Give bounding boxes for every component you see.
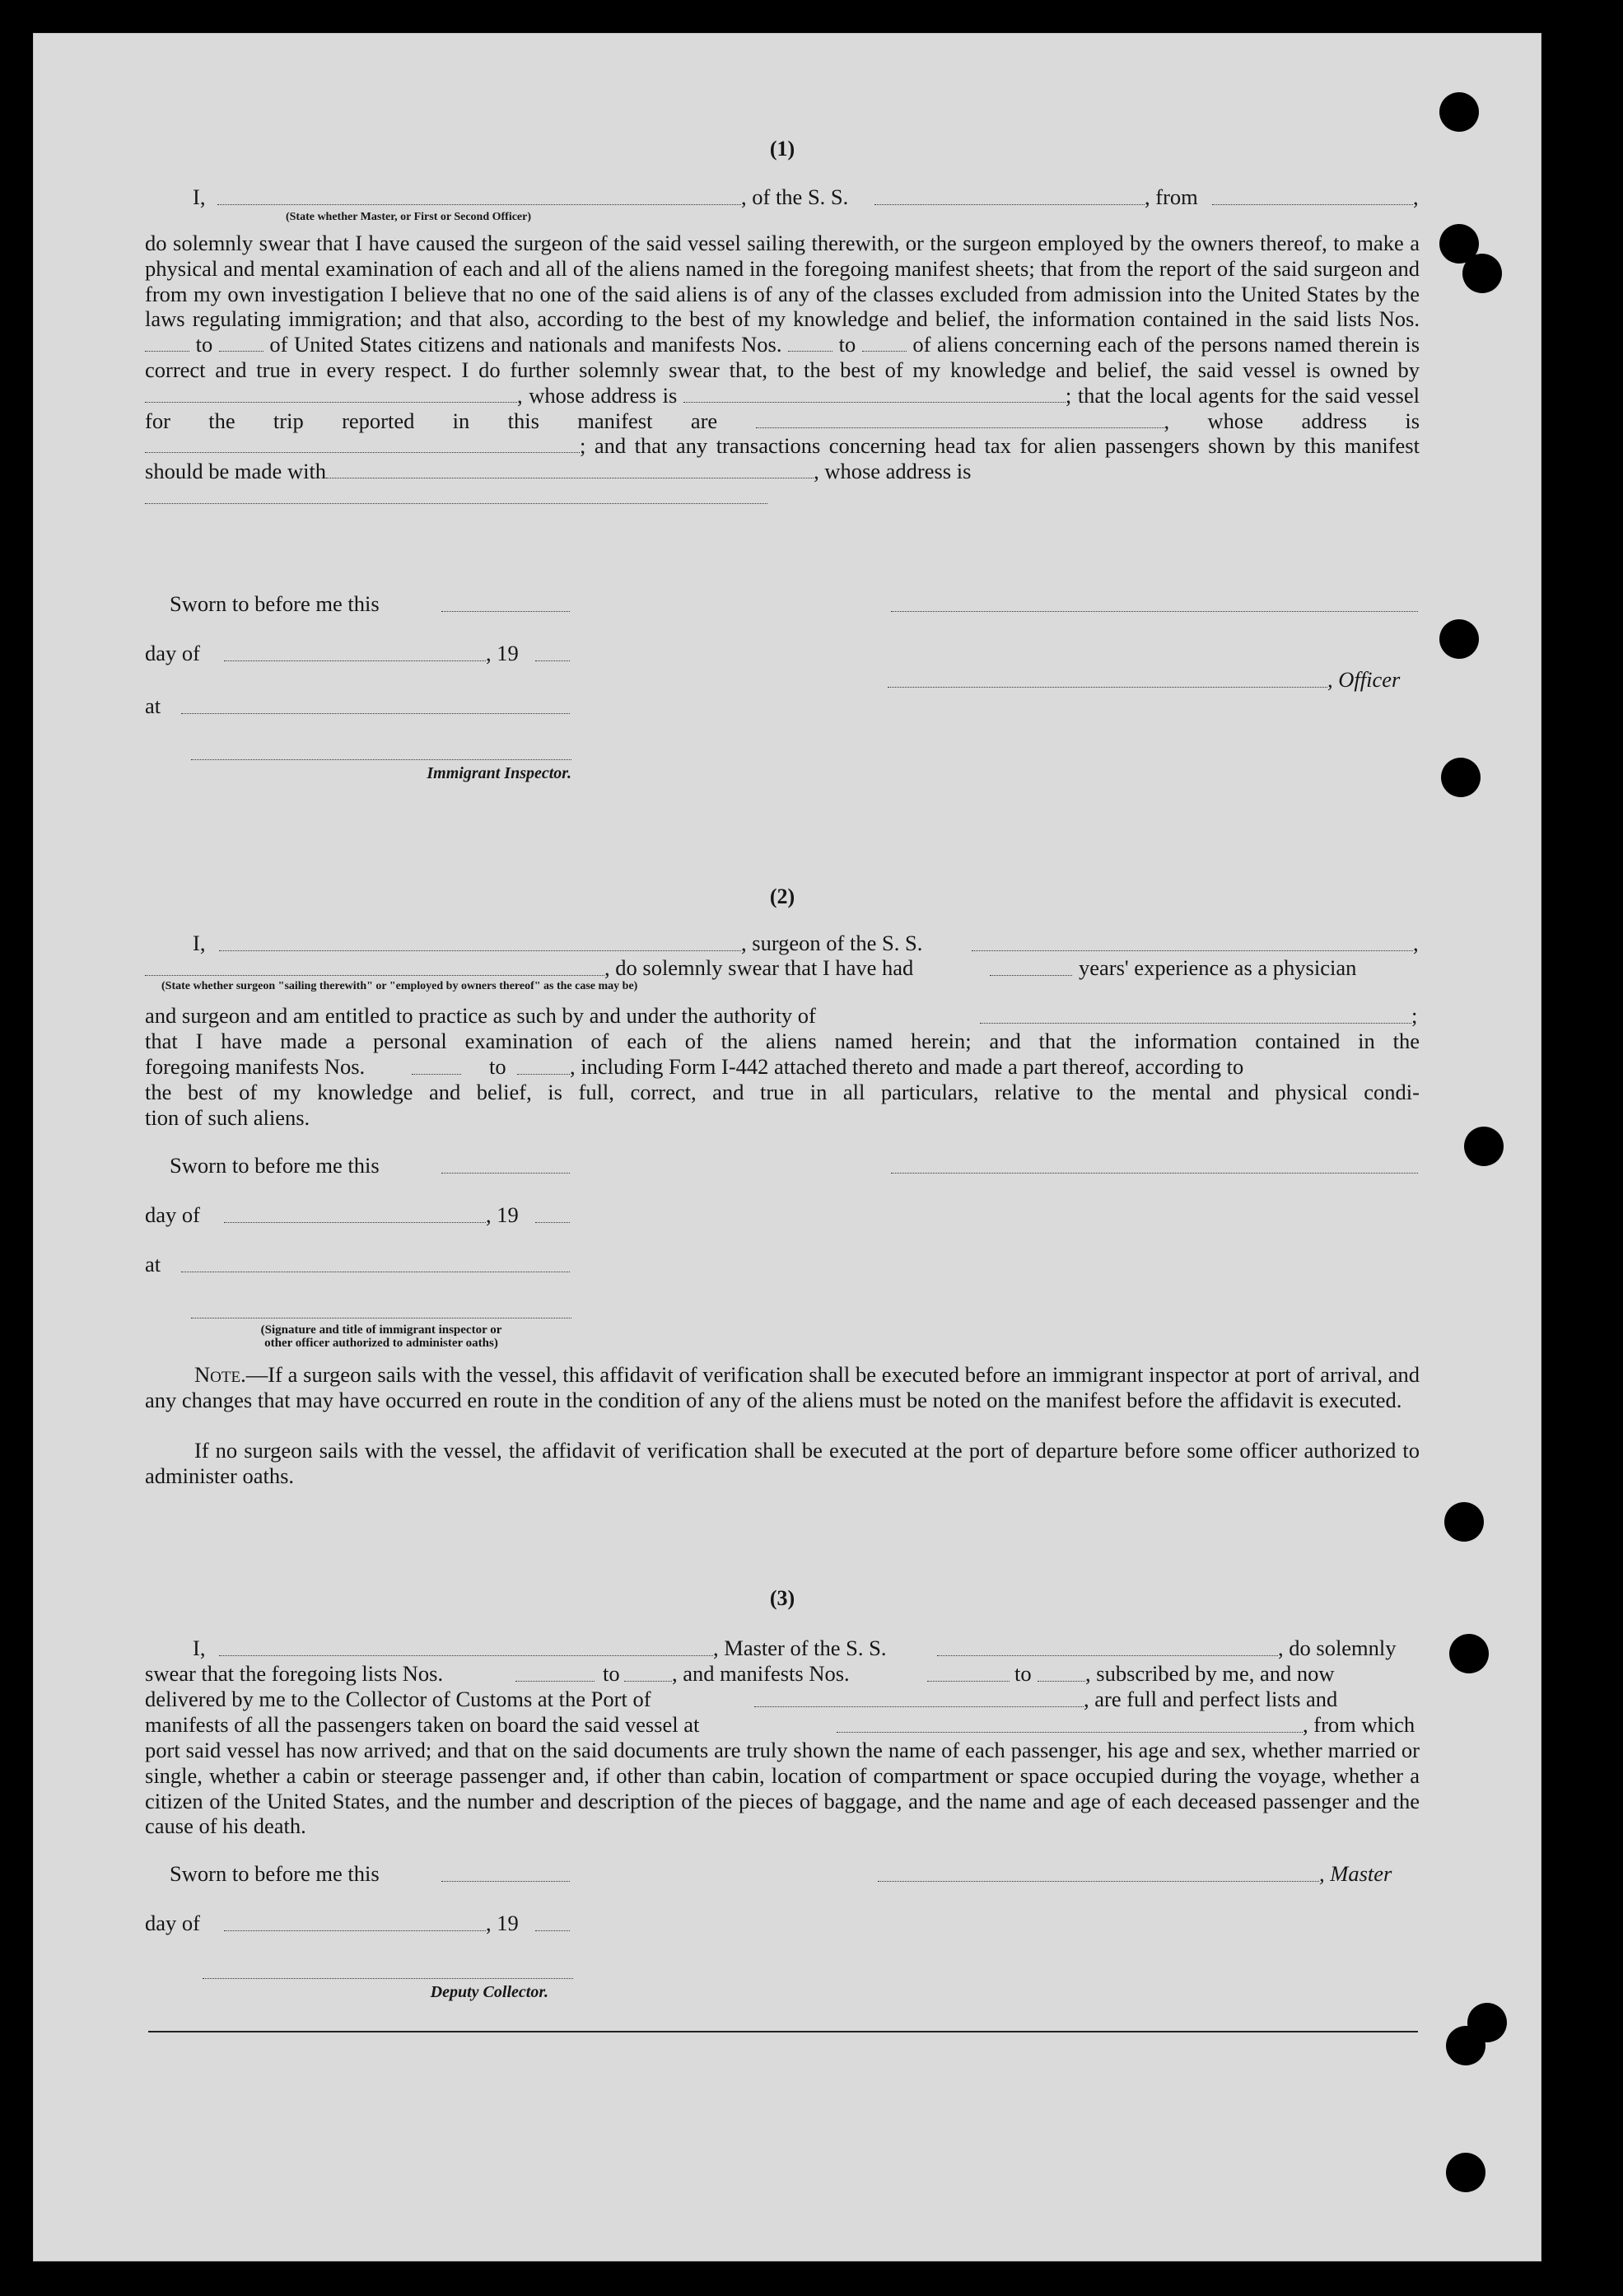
surgeon-status-field[interactable] xyxy=(145,960,604,976)
section-1-day-of: day of xyxy=(145,641,200,665)
section-1-text-g: , whose address is xyxy=(814,459,972,484)
section-3-solemnly: , do solemnly xyxy=(1278,1636,1397,1660)
collector-signature-line[interactable] xyxy=(203,1978,573,1979)
officer-rank-caption: (State whether Master, or First or Second Officer) xyxy=(285,211,532,223)
embarkation-port-field[interactable] xyxy=(837,1717,1303,1733)
section-1-text-c: of aliens concerning each of the persons named therein is correct and true in every respect. I do further solemnly swear that, to the best of my knowledge and belief, the said vessel is owned by xyxy=(145,332,1420,382)
form-page: (1) I, , of the S. S. , from , (State whether Master, or First or Second Officer) do solemnly swear that I have caused the surgeon of the said vessel sailing therewith, or the surgeon employed by the owners thereof, to make a physical and mental examination of each and all of the aliens named in the foregoing manifest sheets; that from the report of the said surgeon and from my own investigation I believe that no one of the said aliens is of any of the classes excluded from admission into the United States by the laws regulating immigration; and that also, according to the best of my knowledge and belief, the information contained in the said lists Nos. to of United States citizens and nationals and manifests Nos. to of aliens concerning each of the persons named therein is correct and true in every respect. I do further solemnly swear that, to the best of my knowledge and belief, the said vessel is owned by , whose address is ; that the local agents for the said vessel for the trip reported in this manifest are , whose address is ; and that any transactions concerning head tax for alien passengers shown by this manifest should be made with , whose address is Sworn to before me this day of , 19 , Officer at Immigrant Inspector. (2) I, , surgeon of the S. S. , , do solemnly swear that I have had years' experience as a physician (State whether surgeon "sailing therewith" or "employed by owners thereof" as the case may be) and surgeon and am entitled to practice as such by and under the authority of ; that I have made a personal examination of each of the aliens named herein; and that the information contained in the foregoing manifests Nos. to , including Form I-442 attached thereto and made a part thereof, according to the best of my knowledge and belief, is full, correct, and true in all particulars, relative to the mental and physical condi- tion of such aliens. Sworn to before me this day of , 19 at (Signature and title of immigrant inspector or other officer authorized to administer oaths) Note.—If a surgeon sails with the vessel, this affidavit of verification shall be executed before an immigrant inspector at port of arrival, and any changes that may have occurred en route in the condition of any of the aliens must be noted on the manifest before the affidavit is executed. If no surgeon sails with the vessel, the affidavit of verification shall be executed at the port of departure before some officer authorized to administer oaths. (3) I, , Master of the S. S. , do solemnly swear that the foregoing lists Nos. to , and manifests Nos. to , subscribed by me, and now delivered by me to the Collector of Customs at the Port of , are full and perfect lists and manifests of all the passengers taken on board the said vessel at , from which port said vessel has now arrived; and that on the said documents are truly shown the name of each passenger, his age and sex, whether married or single, whether a cabin or steerage passenger and, if other than cabin, location of compartment or space occupied during the voyage, whether a citizen of the United States, and the number and description of the pieces of baggage, and the name and age of each deceased passenger and the cause of his death. Sworn to before me this , Master day of , 19 Deputy Collector. xyxy=(33,33,1541,2261)
authority-field[interactable] xyxy=(980,1008,1411,1024)
section-3-manifests-to-field[interactable] xyxy=(1038,1666,1085,1682)
manifests-from-field[interactable] xyxy=(788,336,832,352)
section-2-belief-text: the best of my knowledge and belief, is full, correct, and true in all particulars, relative to the mental and physical condi- xyxy=(145,1080,1420,1104)
surgeon-status-caption: (State whether surgeon "sailing therewith" or "employed by owners thereof" as the case may be) xyxy=(161,980,638,992)
note-paragraph-2 xyxy=(145,1438,1420,1489)
section-2-year-field[interactable] xyxy=(535,1207,570,1223)
section-2-line-4 xyxy=(145,1029,1420,1054)
section-3-body-text: port said vessel has now arrived; and that on the said documents are truly shown the name of each passenger, his age and sex, whether married or single, whether a cabin or steerage passenger and, if other than cabin, location of compartment or space occupied during the voyage, whether a citizen of the United States, and the number and description of the pieces of baggage, and the name and age of each deceased passenger and the cause of his death. xyxy=(145,1738,1420,1839)
section-1-signature-line-top[interactable] xyxy=(891,611,1418,612)
punch-hole xyxy=(1446,2153,1485,2192)
section-2-day-of: day of xyxy=(145,1202,200,1227)
section-1-i: I, xyxy=(193,184,206,209)
bottom-rule xyxy=(148,2031,1418,2032)
section-2-at-field[interactable] xyxy=(181,1257,570,1272)
punch-hole xyxy=(1462,254,1502,293)
section-1-year: , 19 xyxy=(486,641,519,665)
head-tax-address-field[interactable] xyxy=(145,488,767,504)
section-2-number: (2) xyxy=(769,884,795,908)
punch-hole xyxy=(1449,1634,1489,1673)
section-2-vessel-field[interactable] xyxy=(972,936,1413,951)
section-3-lists-text: swear that the foregoing lists Nos. xyxy=(145,1661,444,1686)
section-1-text-f: ; and that any transactions concerning head tax for alien passengers shown by this manifest should be made with xyxy=(145,433,1420,484)
note-paragraph xyxy=(145,1362,1420,1413)
collector-port-field[interactable] xyxy=(754,1692,1084,1707)
punch-hole xyxy=(1439,92,1479,132)
section-2-examination-text: that I have made a personal examination of each of the aliens named herein; and that the information contained in the xyxy=(145,1029,1420,1053)
section-3-year: , 19 xyxy=(486,1911,519,1935)
head-tax-party-field[interactable] xyxy=(326,463,814,478)
section-3-perfect-text: , are full and perfect lists and xyxy=(1084,1687,1338,1711)
section-3-lists-from-field[interactable] xyxy=(515,1666,595,1682)
section-2-years: years' experience as a physician xyxy=(1079,955,1357,980)
section-2-sworn-date-field[interactable] xyxy=(441,1158,570,1174)
section-2-line-6 xyxy=(145,1080,1420,1105)
section-1-to-1: to xyxy=(195,332,213,357)
section-3-to-1: to xyxy=(603,1661,620,1686)
section-2-manifest-from-field[interactable] xyxy=(412,1059,461,1075)
section-2-surgeon-ss: , surgeon of the S. S. xyxy=(741,931,923,955)
section-2-swear: , do solemnly swear that I have had xyxy=(604,955,914,980)
punch-hole xyxy=(1444,1502,1484,1542)
lists-from-field[interactable] xyxy=(145,336,189,352)
master-label: , Master xyxy=(1319,1861,1392,1886)
punch-hole xyxy=(1446,2026,1485,2065)
section-1-of-ss: , of the S. S. xyxy=(741,184,849,209)
section-2-authority-text: and surgeon and am entitled to practice as such by and under the authority of xyxy=(145,1003,816,1028)
section-2-sworn-text: Sworn to before me this xyxy=(170,1153,380,1178)
section-2-signature-caption-1: (Signature and title of immigrant inspector or xyxy=(260,1323,502,1337)
owner-address-field[interactable] xyxy=(683,387,1066,403)
section-2-at: at xyxy=(145,1252,161,1276)
section-1-at-field[interactable] xyxy=(181,698,570,714)
years-experience-field[interactable] xyxy=(990,960,1072,976)
section-2-manifests-text: foregoing manifests Nos. xyxy=(145,1054,366,1079)
section-1-day-field[interactable] xyxy=(224,646,486,661)
master-name-field[interactable] xyxy=(219,1640,713,1656)
note-body: —If a surgeon sails with the vessel, this affidavit of verification shall be executed before an immigrant inspector at port of arrival, and any changes that may have occurred en route in the condition of any of the aliens must be noted on the manifest before the affidavit is executed. xyxy=(145,1362,1420,1412)
section-3-day-field[interactable] xyxy=(224,1916,486,1931)
section-2-manifest-to-field[interactable] xyxy=(517,1059,570,1075)
section-3-to-2: to xyxy=(1014,1661,1032,1686)
inspector-label: Immigrant Inspector. xyxy=(427,764,571,782)
master-signature-field[interactable] xyxy=(878,1866,1319,1882)
section-1-text-e: , whose address is xyxy=(1164,408,1420,433)
section-1-from: , from xyxy=(1145,184,1198,209)
officer-label: , Officer xyxy=(1327,667,1401,692)
surgeon-signature-line[interactable] xyxy=(891,1173,1418,1174)
section-2-tion-text: tion of such aliens. xyxy=(145,1105,310,1130)
local-agents-field[interactable] xyxy=(756,413,1164,428)
section-2-i: I, xyxy=(193,931,206,955)
section-1-at: at xyxy=(145,693,161,718)
port-from-field[interactable] xyxy=(1212,189,1413,205)
section-3-sworn-text: Sworn to before me this xyxy=(170,1861,380,1886)
section-3-master-ss: , Master of the S. S. xyxy=(713,1636,887,1660)
surgeon-name-field[interactable] xyxy=(219,936,741,951)
section-1-sworn-date-field[interactable] xyxy=(441,596,570,612)
section-3-vessel-field[interactable] xyxy=(937,1640,1278,1656)
section-3-subscribed-text: , subscribed by me, and now xyxy=(1085,1661,1335,1686)
note-second-paragraph: If no surgeon sails with the vessel, the affidavit of verification shall be executed at the port of departure before some officer authorized to administer oaths. xyxy=(145,1438,1420,1488)
section-1-text-b: of United States citizens and nationals and manifests Nos. xyxy=(269,332,782,357)
section-1-to-2: to xyxy=(838,332,856,357)
section-1-text-a: do solemnly swear that I have caused the surgeon of the said vessel sailing therewith, or the surgeon employed by the owners thereof, to make a physical and mental examination of each and all of the aliens named in the foregoing manifest sheets; that from the report of the said surgeon and from my own investigation I believe that no one of the said aliens is of any of the classes excluded from admission into the United States by the laws regulating immigration; and that also, according to the best of my knowledge and belief, the information contained in the said lists Nos. xyxy=(145,231,1420,332)
section-3-delivered-text: delivered by me to the Collector of Customs at the Port of xyxy=(145,1687,651,1711)
note-title: Note. xyxy=(194,1362,246,1387)
section-1-whose-address: , whose address is xyxy=(517,382,678,408)
section-2-day-field[interactable] xyxy=(224,1207,486,1223)
section-3-manifests-from-field[interactable] xyxy=(927,1666,1010,1682)
officer-rank-field[interactable] xyxy=(217,189,741,205)
section-3-number: (3) xyxy=(769,1586,795,1610)
section-1-body xyxy=(145,231,1420,510)
section-3-year-field[interactable] xyxy=(535,1916,570,1931)
section-3-sworn-date-field[interactable] xyxy=(441,1866,570,1882)
section-3-day-of: day of xyxy=(145,1911,200,1935)
manifests-to-field[interactable] xyxy=(862,336,907,352)
officer-signature-field[interactable] xyxy=(888,672,1327,688)
section-3-manifests-text: , and manifests Nos. xyxy=(672,1661,850,1686)
section-3-taken-text: manifests of all the passengers taken on board the said vessel at xyxy=(145,1712,700,1737)
section-3-body xyxy=(145,1738,1420,1839)
inspector-signature-line[interactable] xyxy=(191,759,571,760)
section-1-number: (1) xyxy=(769,137,795,161)
owner-field[interactable] xyxy=(145,387,517,403)
lists-to-field[interactable] xyxy=(219,336,264,352)
collector-label: Deputy Collector. xyxy=(430,1983,548,2001)
vessel-name-field[interactable] xyxy=(874,189,1145,205)
section-3-from-which: , from which xyxy=(1303,1712,1415,1737)
punch-hole xyxy=(1439,619,1479,659)
section-1-sworn-text: Sworn to before me this xyxy=(170,591,380,616)
section-2-line-7 xyxy=(145,1105,1420,1131)
punch-hole xyxy=(1441,758,1481,797)
section-1-text-d: ; that the local agents for the said vessel for the trip reported in this manifest are xyxy=(145,382,1420,433)
section-3-i: I, xyxy=(193,1636,206,1660)
section-2-year: , 19 xyxy=(486,1202,519,1227)
punch-hole xyxy=(1464,1127,1504,1166)
section-3-lists-to-field[interactable] xyxy=(624,1666,672,1682)
section-1-year-field[interactable] xyxy=(535,646,570,661)
section-2-to: to xyxy=(489,1054,506,1079)
agents-address-field[interactable] xyxy=(145,437,580,453)
section-2-signature-caption-2: other officer authorized to administer oaths) xyxy=(264,1337,498,1350)
section-2-form-text: , including Form I-442 attached thereto and made a part thereof, according to xyxy=(570,1054,1244,1079)
